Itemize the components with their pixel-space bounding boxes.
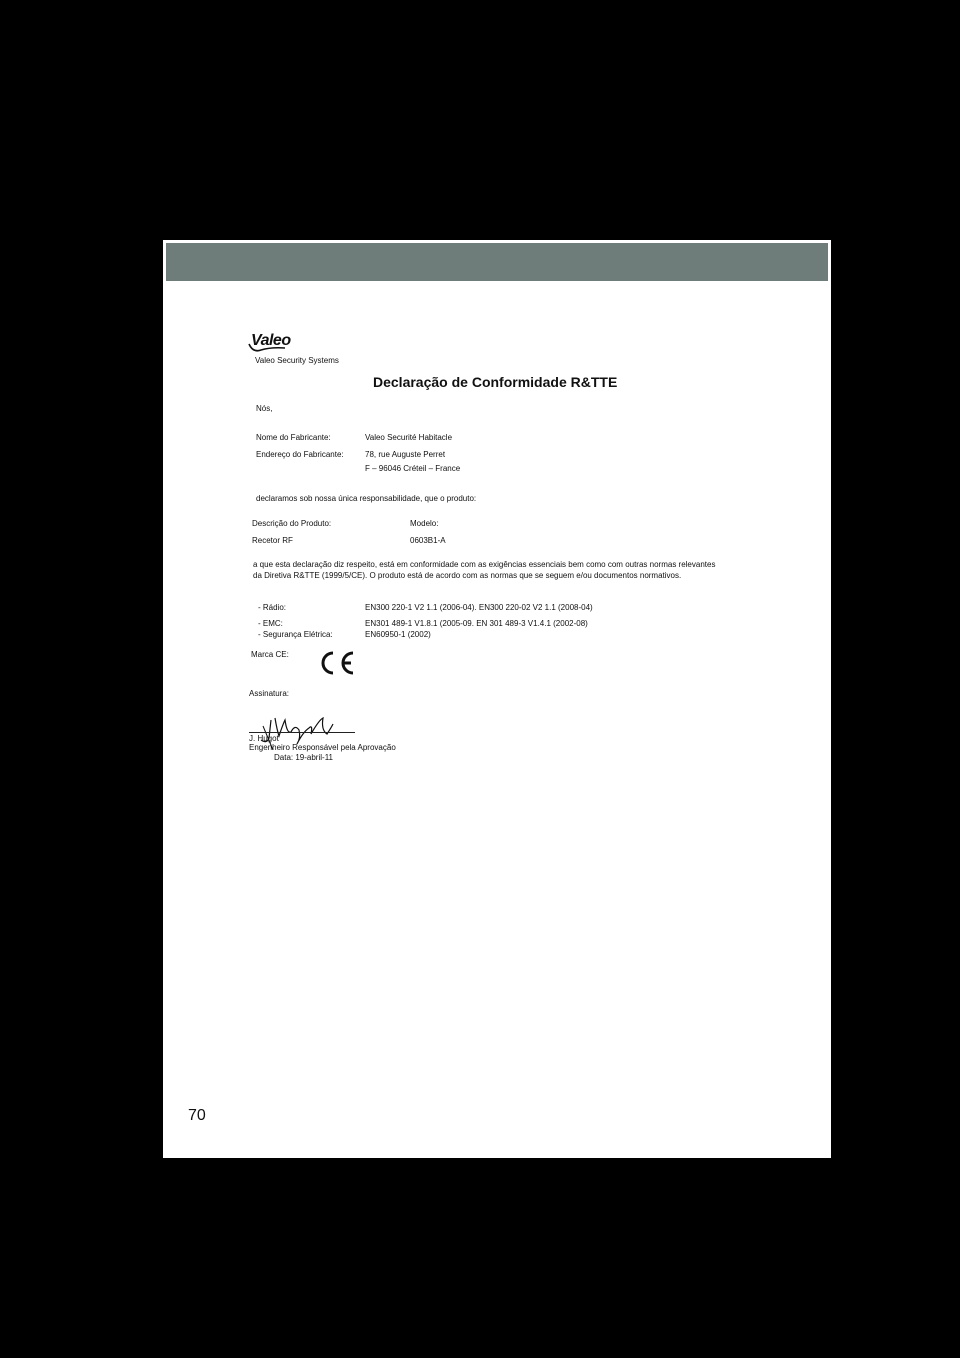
ce-mark-label: Marca CE: xyxy=(251,650,289,659)
ce-mark-icon xyxy=(317,649,357,677)
standard-value: EN300 220-1 V2 1.1 (2006-04). EN300 220-02 V2 1.1 (2008-04) xyxy=(365,603,593,612)
conformity-paragraph: a que esta declaração diz respeito, está em conformidade com as exigências essenciais bem como com outras normas relevantes da Diretiva R&TTE (1999/5/CE). O produto está de acordo com as normas que se seguem e/ou documentos normativos. xyxy=(253,560,716,580)
standard-label: - Rádio: xyxy=(258,603,287,612)
logo-tagline: Valeo Security Systems xyxy=(255,356,339,365)
standard-label: - EMC: xyxy=(258,619,283,628)
manufacturer-address-label: Endereço do Fabricante: xyxy=(256,450,344,459)
signature-line xyxy=(249,732,355,733)
manufacturer-name-label: Nome do Fabricante: xyxy=(256,433,331,442)
document-title: Declaração de Conformidade R&TTE xyxy=(373,374,618,390)
manufacturer-address-line1: 78, rue Auguste Perret xyxy=(365,450,446,459)
standard-value: EN301 489-1 V1.8.1 (2005-09. EN 301 489-3 V1.4.1 (2002-08) xyxy=(365,619,588,628)
manual-page xyxy=(163,240,831,1158)
signer-role: Engenheiro Responsável pela Aprovação xyxy=(249,743,396,752)
logo-swoosh-icon xyxy=(247,342,287,354)
signature-label: Assinatura: xyxy=(249,689,290,698)
manufacturer-name-value: Valeo Securité Habitacle xyxy=(365,433,453,442)
signer-name: J. Hugot xyxy=(249,734,279,743)
product-description-value: Recetor RF xyxy=(252,536,293,545)
declaration-text: declaramos sob nossa única responsabilidade, que o produto: xyxy=(256,494,477,503)
page-number: 70 xyxy=(188,1107,206,1124)
signature-date: Data: 19-abril-11 xyxy=(274,753,333,762)
header-band xyxy=(166,243,828,281)
standard-label: - Segurança Elétrica: xyxy=(258,630,333,639)
product-description-label: Descrição do Produto: xyxy=(252,519,332,528)
manufacturer-address-line2: F – 96046 Créteil – France xyxy=(365,464,461,473)
intro-text: Nós, xyxy=(256,404,273,413)
standard-value: EN60950-1 (2002) xyxy=(365,630,431,639)
valeo-logo: Valeo xyxy=(251,332,291,349)
product-model-value: 0603B1-A xyxy=(410,536,446,545)
product-model-label: Modelo: xyxy=(410,519,439,528)
